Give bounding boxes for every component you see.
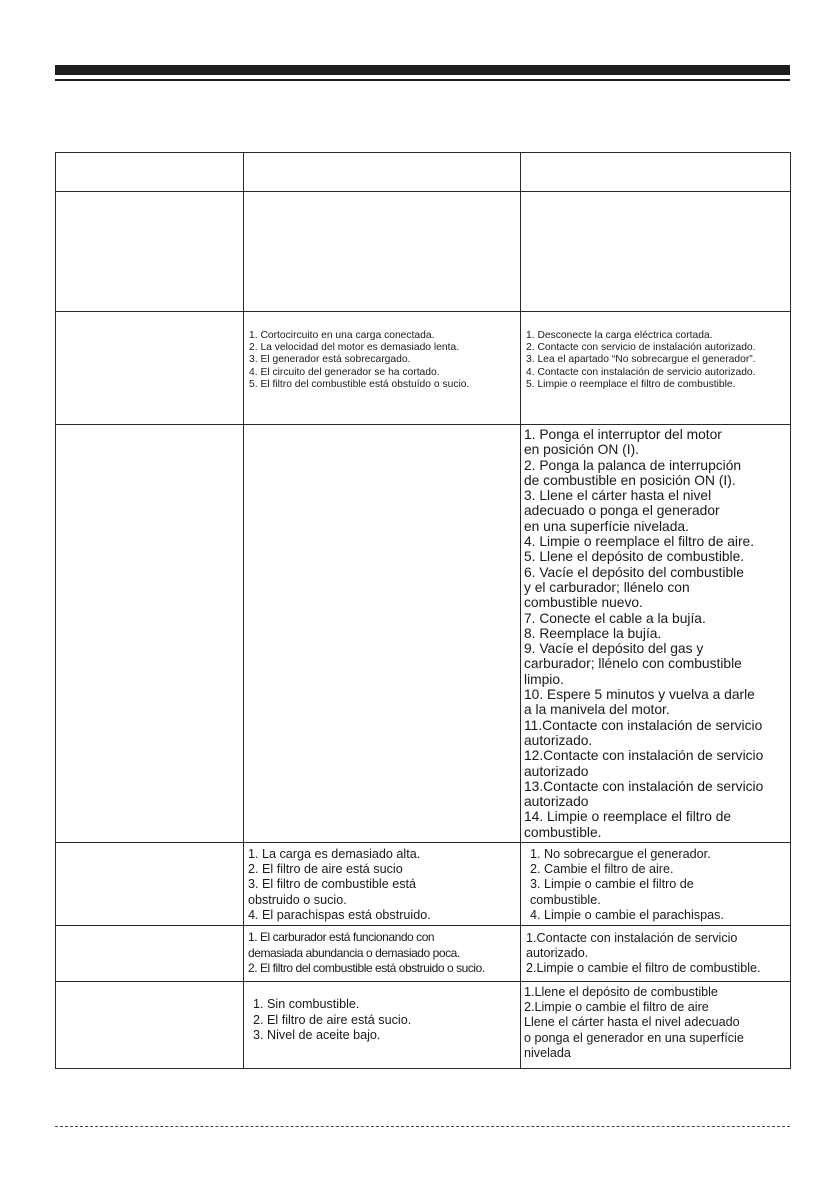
table-row [56, 192, 791, 312]
table-row [56, 312, 791, 425]
cause-cell [244, 843, 521, 926]
cause-text: 1. Sin combustible. 2. El filtro de aire está sucio. 3. Nivel de aceite bajo. [253, 997, 412, 1042]
solution-text: 1. Desconecte la carga eléctrica cortada. 2. Contacte con servicio de instalación autorizado. 3. Lea el apartado “No sobrecargue el generador”. 4. Contacte con instalación de servicio autorizado. 5. Limpie o reemplace el filtro de combustible. [526, 330, 756, 390]
problem-cell [56, 192, 244, 312]
solution-cell [521, 425, 791, 843]
solution-text: 1. No sobrecargue el generador. 2. Cambie el filtro de aire. 3. Limpie o cambie el filtro de combustible. 4. Limpie o cambie el parachispas. [530, 847, 724, 922]
solution-cell [521, 926, 791, 982]
table-row [56, 843, 791, 926]
problem-cell [56, 312, 244, 425]
problem-cell [56, 843, 244, 926]
table-row [56, 926, 791, 982]
solution-cell [521, 982, 791, 1069]
header-cell-problem [56, 153, 244, 192]
cause-cell [244, 982, 521, 1069]
solution-text: 1.Llene el depósito de combustible 2.Limpie o cambie el filtro de aire Llene el cárter hasta el nivel adecuado o ponga el generador en una superfície nivelada [524, 985, 744, 1060]
table-header-row [56, 153, 791, 192]
problem-cell [56, 926, 244, 982]
cause-text: 1. El carburador está funcionando con demasiada abundancia o demasiado poca. 2. El filtro del combustible está obstruido o sucio. [248, 930, 485, 976]
table-row [56, 982, 791, 1069]
header-cell-solution [521, 153, 791, 192]
cause-cell [244, 312, 521, 425]
cause-cell [244, 192, 521, 312]
cause-text: 1. Cortocircuito en una carga conectada. 2. La velocidad del motor es demasiado lenta. 3. El generador está sobrecargado. 4. El circuito del generador se ha cortado. 5. El filtro del combustible está obstuído o sucio. [249, 330, 470, 390]
table-row [56, 425, 791, 843]
solution-text: 1. Ponga el interruptor del motor en posición ON (I). 2. Ponga la palanca de interrupción de combustible en posición ON (I). 3. Llene el cárter hasta el nivel adecuado o ponga el generador en una superfície nivelada. 4. Limpie o reemplace el filtro de aire. 5. Llene el depósito de combustible. 6. Vacíe el depósito del combustible y el carburador; llénelo con combustible nuevo. 7. Conecte el cable a la bujía. 8. Reemplace la bujía. 9. Vacíe el depósito del gas y carburador; llénelo con combustible limpio. 10. Espere 5 minutos y vuelva a darle a la manivela del motor. 11.Contacte con instalación de servicio autorizado. 12.Contacte con instalación de servicio autorizado 13.Contacte con instalación de servicio autorizado 14. Limpie o reemplace el filtro de combustible. [524, 427, 764, 840]
cause-cell [244, 425, 521, 843]
problem-cell [56, 982, 244, 1069]
cause-cell [244, 926, 521, 982]
header-cell-cause [244, 153, 521, 192]
header-rule-thin [55, 79, 790, 81]
troubleshooting-table [55, 152, 791, 1069]
solution-cell [521, 843, 791, 926]
header-rule-thick [55, 65, 790, 75]
solution-cell [521, 312, 791, 425]
footer-dashed-rule [55, 1126, 790, 1127]
solution-text: 1.Contacte con instalación de servicio autorizado. 2.Limpie o cambie el filtro de combustible. [526, 931, 761, 976]
solution-cell [521, 192, 791, 312]
problem-cell [56, 425, 244, 843]
cause-text: 1. La carga es demasiado alta. 2. El filtro de aire está sucio 3. El filtro de combustible está obstruido o sucio. 4. El parachispas está obstruido. [248, 847, 431, 922]
